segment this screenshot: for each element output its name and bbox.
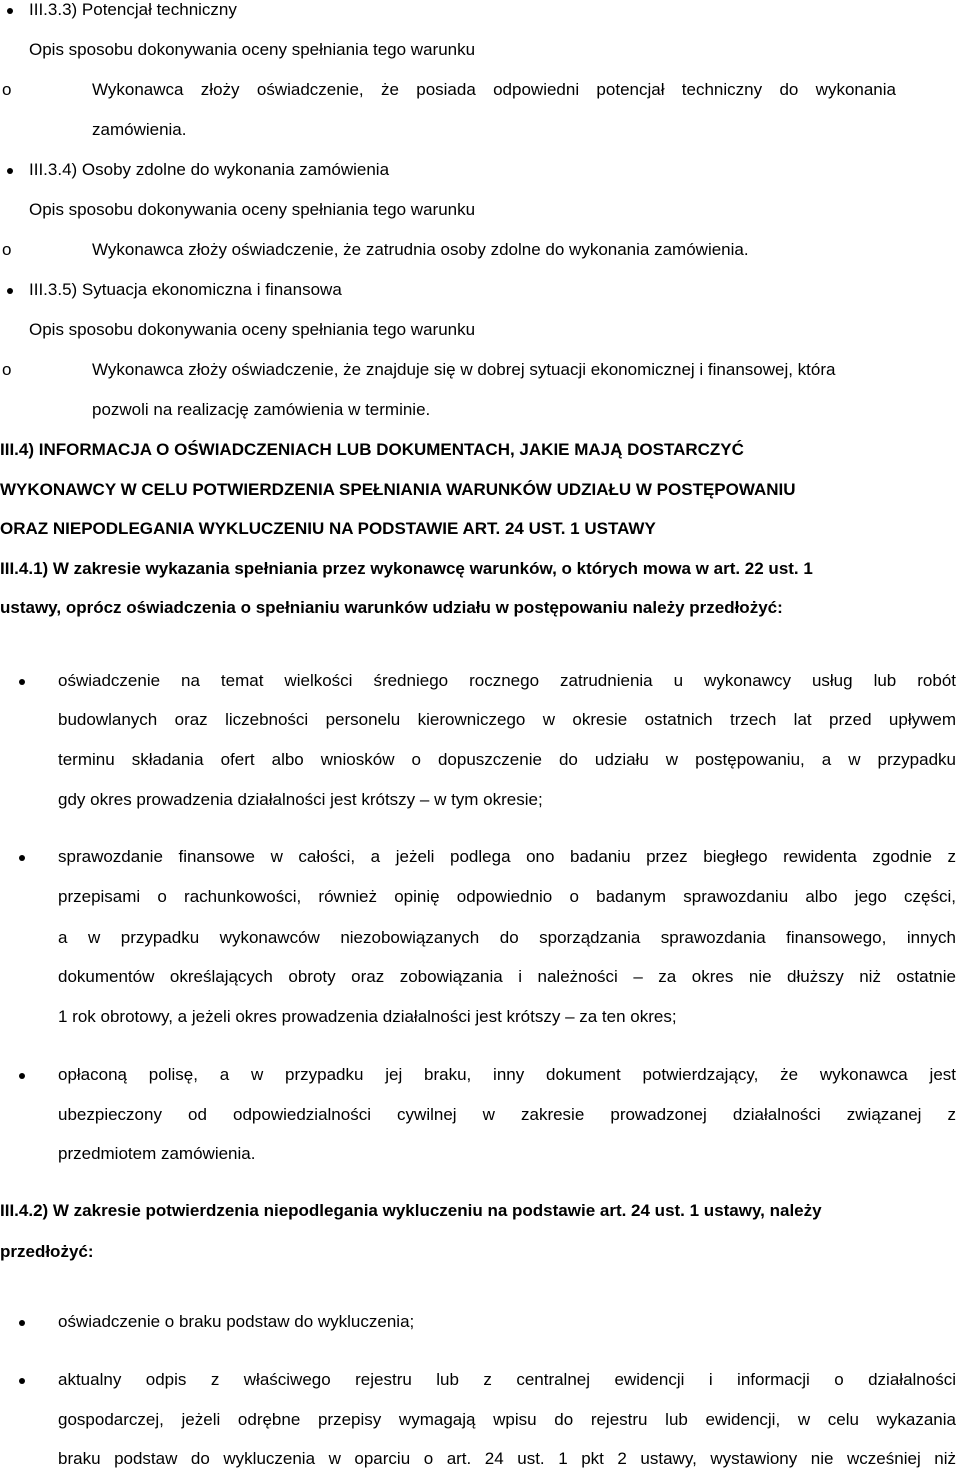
document-item-line: sprawozdanie finansowe w całości, a jeżeli podlega ono badaniu przez biegłego rewidenta zgodnie z (58, 847, 956, 866)
bullet-icon (19, 1378, 25, 1384)
document-item-line: ubezpieczony od odpowiedzialności cywilnej w zakresie prowadzonej działalności związanej z (58, 1105, 956, 1124)
document-item-line: braku podstaw do wykluczenia w oparciu o art. 24 ust. 1 pkt 2 ustawy, wystawiony nie wcześniej niż (58, 1449, 956, 1468)
document-item-line: oświadczenie na temat wielkości średniego rocznego zatrudnienia u wykonawcy usług lub robót (58, 671, 956, 690)
assessment-label: Opis sposobu dokonywania oceny spełniania tego warunku (29, 40, 476, 59)
section-heading-iii-3-5: III.3.5) Sytuacja ekonomiczna i finansowa (29, 280, 342, 299)
circle-bullet-icon: o (2, 360, 12, 379)
condition-item-line: Wykonawca złoży oświadczenie, że znajduje się w dobrej sytuacji ekonomicznej i finansowej, która (92, 360, 836, 379)
section-heading-iii-4-2: przedłożyć: (0, 1242, 94, 1261)
section-heading-iii-4: ORAZ NIEPODLEGANIA WYKLUCZENIU NA PODSTAWIE ART. 24 UST. 1 USTAWY (0, 519, 656, 538)
condition-item-line: Wykonawca złoży oświadczenie, że posiada odpowiedni potencjał techniczny do wykonania (92, 80, 896, 99)
document-item-line: przedmiotem zamówienia. (58, 1144, 256, 1163)
bullet-icon (19, 855, 25, 861)
document-item-line: 1 rok obrotowy, a jeżeli okres prowadzenia działalności jest krótszy – za ten okres; (58, 1007, 677, 1026)
section-heading-iii-4-2: III.4.2) W zakresie potwierdzenia niepodlegania wykluczeniu na podstawie art. 24 ust. 1 ustawy, należy (0, 1201, 822, 1220)
bullet-icon (7, 168, 13, 174)
condition-item-line: zamówienia. (92, 120, 187, 139)
bullet-icon (7, 288, 13, 294)
condition-item-line: pozwoli na realizację zamówienia w terminie. (92, 400, 431, 419)
section-heading-iii-4-1: ustawy, oprócz oświadczenia o spełnianiu warunków udziału w postępowaniu należy przedłożyć: (0, 598, 783, 617)
document-item-line: gospodarczej, jeżeli odrębne przepisy wymagają wpisu do rejestru lub ewidencji, w celu wykazania (58, 1410, 956, 1429)
circle-bullet-icon: o (2, 240, 12, 259)
bullet-icon (19, 1073, 25, 1079)
bullet-icon (7, 8, 13, 14)
document-item-line: opłaconą polisę, a w przypadku jej braku, inny dokument potwierdzający, że wykonawca jest (58, 1065, 956, 1084)
circle-bullet-icon: o (2, 80, 12, 99)
document-item-line: dokumentów określających obroty oraz zobowiązania i należności – za okres nie dłuższy niż ostatnie (58, 967, 956, 986)
condition-item-line: Wykonawca złoży oświadczenie, że zatrudnia osoby zdolne do wykonania zamówienia. (92, 240, 749, 259)
document-item-line: budowlanych oraz liczebności personelu kierowniczego w okresie ostatnich trzech lat przed upływem (58, 710, 956, 729)
document-item-line: gdy okres prowadzenia działalności jest krótszy – w tym okresie; (58, 790, 543, 809)
document-item-line: przepisami o rachunkowości, również opinię odpowiednio o badanym sprawozdaniu albo jego części, (58, 887, 956, 906)
section-heading-iii-3-4: III.3.4) Osoby zdolne do wykonania zamówienia (29, 160, 390, 179)
document-item-line: terminu składania ofert albo wniosków o dopuszczenie do udziału w postępowaniu, a w przypadku (58, 750, 956, 769)
bullet-icon (19, 679, 25, 685)
section-heading-iii-4: WYKONAWCY W CELU POTWIERDZENIA SPEŁNIANIA WARUNKÓW UDZIAŁU W POSTĘPOWANIU (0, 480, 796, 499)
section-heading-iii-4: III.4) INFORMACJA O OŚWIADCZENIACH LUB DOKUMENTACH, JAKIE MAJĄ DOSTARCZYĆ (0, 440, 744, 459)
document-item-line: a w przypadku wykonawców niezobowiązanych do sporządzania sprawozdania finansowego, innych (58, 928, 956, 947)
section-heading-iii-3-3: III.3.3) Potencjał techniczny (29, 0, 237, 19)
document-item-line: oświadczenie o braku podstaw do wykluczenia; (58, 1312, 415, 1331)
section-heading-iii-4-1: III.4.1) W zakresie wykazania spełniania przez wykonawcę warunków, o których mowa w art. 22 ust. 1 (0, 559, 813, 578)
assessment-label: Opis sposobu dokonywania oceny spełniania tego warunku (29, 200, 476, 219)
assessment-label: Opis sposobu dokonywania oceny spełniania tego warunku (29, 320, 476, 339)
document-item-line: aktualny odpis z właściwego rejestru lub z centralnej ewidencji i informacji o działalności (58, 1370, 956, 1389)
bullet-icon (19, 1320, 25, 1326)
